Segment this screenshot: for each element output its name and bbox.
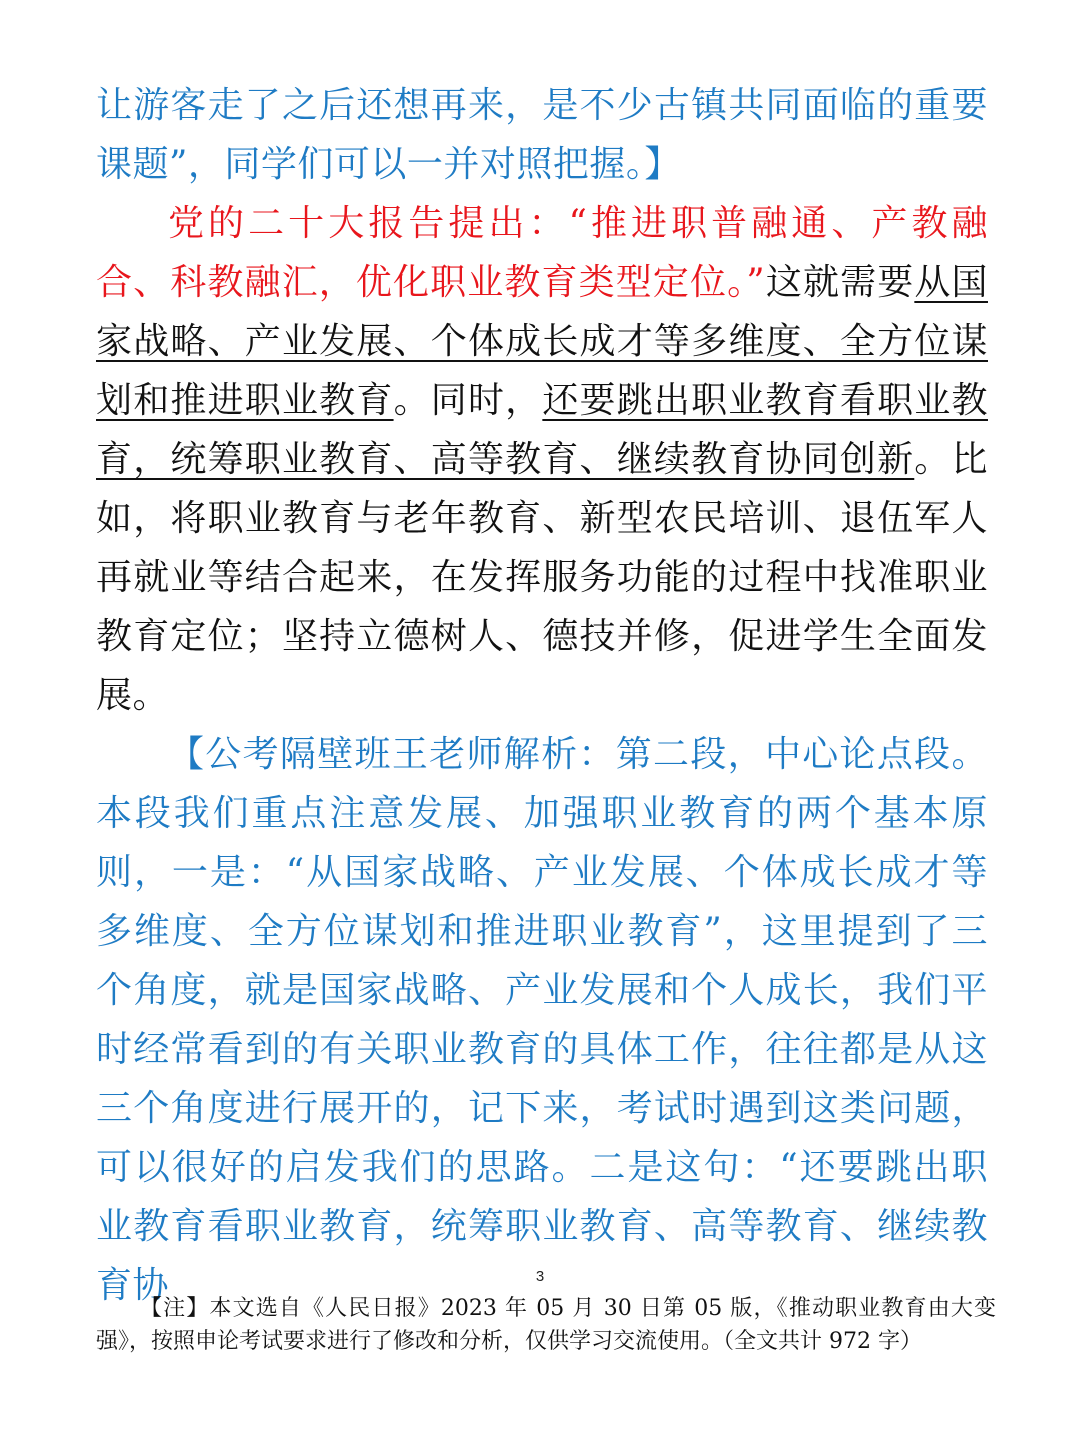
source-note-text: 【注】本文选自《人民日报》2023 年 05 月 30 日第 05 版，《推动职业教育由大变强》，按照申论考试要求进行了修改和分析，仅供学习交流使用。（全文共计 972 字） <box>96 1296 996 1354</box>
analysis-paragraph-continued: 让游客走了之后还想再来，是不少古镇共同面临的重要课题”，同学们可以一并对照把握。】 <box>96 85 988 185</box>
party-report-quote: 党的二十大报告提出：“推进职普融通、产教融合、科教融汇，优化职业教育类型定位。” <box>96 203 988 303</box>
article-text-segment: 这就需要 <box>765 262 915 303</box>
underlined-key-sentence-2: 还要跳出职业教育看职业教育，统筹职业教育、高等教育、继续教育协同创新 <box>96 380 988 480</box>
teacher-analysis-paragraph: 【公考隔壁班王老师解析：第二段，中心论点段。本段我们重点注意发展、加强职业教育的两个基本原则，一是：“从国家战略、产业发展、个体成长成才等多维度、全方位谋划和推进职业教育”，这里提到了三个角度，就是国家战略、产业发展和个人成长，我们平时经常看到的有关职业教育的具体工作，往往都是从这三个角度进行展开的，记下来，考试时遇到这类问题，可以很好的启发我们的思路。二是这句：“还要跳出职业教育看职业教育，统筹职业教育、高等教育、继续教育协 <box>96 734 988 1306</box>
underlined-key-sentence-1: 从国家战略、产业发展、个体成长成才等多维度、全方位谋划和推进职业教育 <box>96 262 988 421</box>
article-body <box>96 76 988 1315</box>
article-text-segment: 。比如，将职业教育与老年教育、新型农民培训、退伍军人再就业等结合起来，在发挥服务功能的过程中找准职业教育定位；坚持立德树人、德技并修，促进学生全面发展。 <box>96 439 988 716</box>
page-number: 3 <box>535 1268 545 1285</box>
source-note <box>96 1292 996 1358</box>
article-text-segment: 。同时， <box>393 380 543 421</box>
article-paragraph <box>96 194 988 725</box>
